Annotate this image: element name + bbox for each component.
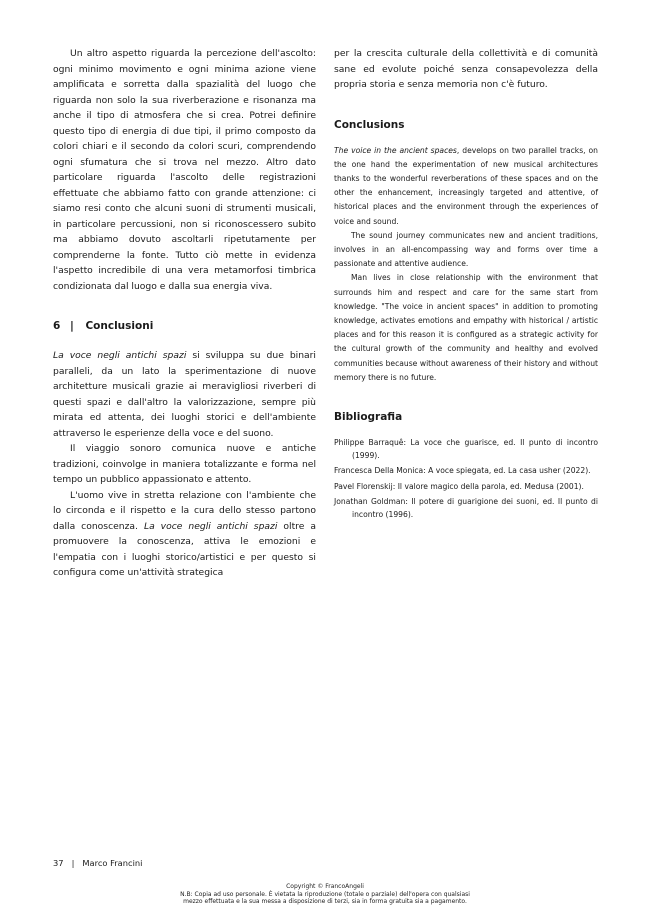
left-column [53, 46, 316, 581]
paragraph-conclusions-3: Man lives in close relationship with the environment that surrounds him and respect and care for the same start from knowledge. "The voice in ancient spaces" in addition to promoting knowledge, activates emotions and empathy with historical / artistic places and for this reason it is configured as a strategic activity for the cultural growth of the community and healthy and evolved communities because without awareness of their history and without memory there is no future. [334, 273, 598, 382]
work-title-italic: The voice in the ancient spaces [334, 145, 457, 155]
heading-conclusions: Conclusions [334, 118, 405, 131]
copyright-line: mezzo effettuata e la sua messa a disposizione di terzi, sia in forma gratuita sia a pagamento. [183, 898, 467, 906]
paragraph-continuation: per la crescita culturale della collettività e di comunità sane ed evolute poiché senza consapevolezza della propria storia e senza memoria non c'è futuro. [334, 48, 598, 90]
paragraph-conclusions-2: The sound journey communicates new and ancient traditions, involves in an all-encompassing way and forms over time a passionate and attentive audience. [334, 230, 598, 269]
section-separator: | [69, 320, 74, 332]
footer-author: Marco Francini [82, 858, 143, 868]
paragraph-perception: Un altro aspetto riguarda la percezione dell'ascolto: ogni minimo movimento e ogni minima azione viene amplificata e sorretta dalla spazialità del luogo che riguarda non solo la sua riverberazione e risonanza ma anche il tipo di atmosfera che si crea. Potrei definire questo tipo di energia di due tipi, il primo composto da colori chiari e il secondo da colori scuri, comprendendo ogni sfumatura che si trova nel mezzo. Altro dato particolare riguarda l'ascolto delle registrazioni effettuate che abbiamo fatto con grande attenzione: ci siamo resi conto che alcuni suoni di strumenti musicali, in particolare percussioni, non si riconoscessero subito ma abbiamo dovuto ascoltarli ripetutamente per comprenderne la fonte. Tutto ciò mette in evidenza l'aspetto incredibile di una vera metamorfosi timbrica condizionata dal luogo e dalla sua energia viva. [53, 48, 316, 292]
copyright-notice [0, 883, 650, 906]
section-number: 6 [53, 320, 61, 332]
paragraph-conclusioni-3: L'uomo vive in stretta relazione con l'ambiente che lo circonda e il rispetto e la cura dello stesso partono dalla conoscenza. La voce negli antichi spazi oltre a promuovere la conoscenza, attiva le emozioni e l'empatia con i luoghi storico/artistici e per questo si configura come un'attività strategica [53, 489, 316, 578]
bibliography-entry: Francesca Della Monica: A voce spiegata, ed. La casa usher (2022). [334, 466, 591, 476]
page-footer [53, 858, 142, 868]
right-column [334, 46, 598, 525]
paragraph-conclusioni-1: La voce negli antichi spazi si sviluppa su due binari paralleli, da un lato la sperimentazione di nuove architetture musicali grazie ai meravigliosi riverberi di questi spazi e dall'altro la valorizzazione, sempre più mirata ed attenta, dei luoghi storici e dell'ambiente attraverso le esperienze della voce e del suono. [53, 350, 316, 439]
copyright-line: N.B: Copia ad uso personale. È vietata la riproduzione (totale o parziale) dell'opera con qualsiasi [180, 890, 470, 898]
section-title: Conclusioni [85, 320, 154, 332]
bibliography-entry: Jonathan Goldman: Il potere di guarigione dei suoni, ed. Il punto di incontro (1996). [334, 497, 598, 519]
paragraph-conclusions-1: The voice in the ancient spaces, develops on two parallel tracks, on the one hand the experimentation of new musical architectures thanks to the wonderful reverberations of these spaces and on the other the enhancement, increasingly targeted and attentive, of historical places and the environment through the experiences of voice and sound. [334, 145, 598, 226]
copyright-line: Copyright © FrancoAngeli [286, 883, 364, 890]
bibliography-entry: Philippe Barraquê: La voce che guarisce, ed. Il punto di incontro (1999). [334, 437, 598, 460]
section-heading-conclusioni [53, 320, 316, 332]
work-title-italic: La voce negli antichi spazi [143, 520, 278, 532]
bibliography-entry: Pavel Florenskij: Il valore magico della parola, ed. Medusa (2001). [334, 481, 584, 491]
heading-bibliography: Bibliografia [334, 410, 403, 423]
footer-separator: | [71, 858, 75, 868]
work-title-italic: La voce negli antichi spazi [53, 350, 187, 361]
paragraph-conclusioni-2: Il viaggio sonoro comunica nuove e antiche tradizioni, coinvolge in maniera totalizzante e forma nel tempo un pubblico appassionato e attento. [53, 443, 316, 485]
page-number: 37 [53, 858, 64, 868]
